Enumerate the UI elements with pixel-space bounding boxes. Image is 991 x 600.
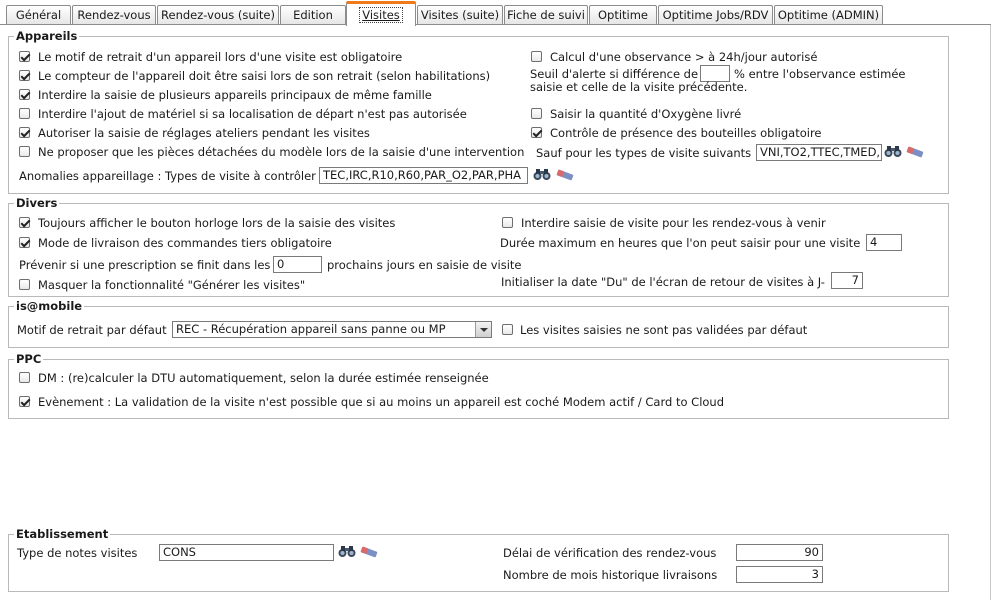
bouteilles-checkbox[interactable] (531, 127, 542, 138)
anomalies-label: Anomalies appareillage : Types de visite à contrôler (19, 169, 316, 183)
seuil-label-line2: saisie et celle de la visite précédente. (530, 80, 748, 94)
non-validees-label: Les visites saisies ne sont pas validées par défaut (520, 323, 808, 337)
ppc-group (8, 352, 949, 419)
eraser-icon[interactable] (360, 546, 378, 561)
plusieurs-appareils-label: Interdire la saisie de plusieurs appareils principaux de même famille (38, 88, 432, 102)
tab-optitime-admin[interactable]: Optitime (ADMIN) (774, 5, 883, 24)
reglages-ateliers-checkbox[interactable] (19, 127, 30, 138)
horloge-label: Toujours afficher le bouton horloge lors de la saisie des visites (38, 216, 396, 230)
reglages-ateliers-label: Autoriser la saisie de réglages ateliers pendant les visites (38, 126, 370, 140)
ajout-materiel-checkbox[interactable] (19, 108, 30, 119)
motif-defaut-select[interactable] (172, 321, 492, 338)
non-validees-checkbox[interactable] (502, 324, 513, 335)
divers-title: Divers (16, 196, 58, 210)
prevenir-label: Prévenir si une prescription se finit dans les (19, 258, 271, 272)
pieces-detachees-label: Ne proposer que les pièces détachées du modèle lors de la saisie d'une intervention (38, 145, 525, 159)
livraison-checkbox[interactable] (19, 237, 30, 248)
etablissement-group (8, 527, 949, 592)
historique-livraisons-label: Nombre de mois historique livraisons (503, 568, 718, 582)
duree-label: Durée maximum en heures que l'on peut saisir pour une visite (500, 236, 861, 250)
interdire-rdv-label: Interdire saisie de visite pour les rendez-vous à venir (521, 216, 826, 230)
calcul-observance-checkbox[interactable] (531, 51, 542, 62)
sauf-types-label: Sauf pour les types de visite suivants (536, 146, 752, 160)
evenement-checkbox[interactable] (19, 396, 30, 407)
tab-optitime-jobs-rdv[interactable]: Optitime Jobs/RDV (658, 5, 773, 24)
interdire-rdv-checkbox[interactable] (502, 217, 513, 228)
evenement-label: Evènement : La validation de la visite n'est possible que si au moins un appareil est coché Modem actif / Card to Cloud (38, 395, 725, 409)
dm-dtu-checkbox[interactable] (19, 372, 30, 383)
tab-bar (0, 0, 991, 25)
tab-rendez-vous[interactable]: Rendez-vous (72, 5, 156, 24)
plusieurs-appareils-checkbox[interactable] (19, 89, 30, 100)
eraser-icon[interactable] (906, 146, 924, 161)
duree-input[interactable]: 4 (866, 234, 902, 251)
motif-defaut-value: REC - Récupération appareil sans panne ou MP (176, 322, 446, 336)
compteur-checkbox[interactable] (19, 70, 30, 81)
compteur-label: Le compteur de l'appareil doit être saisi lors de son retrait (selon habilitations) (38, 69, 491, 83)
delai-verification-label: Délai de vérification des rendez-vous (503, 546, 717, 560)
prevenir-input[interactable]: 0 (273, 256, 322, 273)
seuil-label: Seuil d'alerte si différence de (530, 67, 699, 81)
notes-visites-label: Type de notes visites (17, 546, 138, 560)
init-input[interactable]: 7 (831, 272, 863, 289)
appareils-title: Appareils (16, 29, 78, 43)
motif-retrait-checkbox[interactable] (19, 51, 30, 62)
tab-visites[interactable]: Visites (346, 1, 416, 26)
sauf-types-input[interactable]: VNI,TO2,TTEC,TMED, (756, 144, 882, 161)
tab-edition[interactable]: Edition (280, 5, 346, 24)
seuil-label-after: % entre l'observance estimée (734, 67, 906, 81)
notes-visites-input[interactable]: CONS (159, 544, 334, 561)
tab-general[interactable]: Général (6, 5, 71, 24)
binoculars-icon[interactable] (884, 144, 902, 161)
oxygene-label: Saisir la quantité d'Oxygène livré (550, 107, 742, 121)
pieces-detachees-checkbox[interactable] (19, 146, 30, 157)
dm-dtu-label: DM : (re)calculer la DTU automatiquement, selon la durée estimée renseignée (38, 371, 489, 385)
ajout-materiel-label: Interdire l'ajout de matériel si sa localisation de départ n'est pas autorisée (38, 107, 467, 121)
horloge-checkbox[interactable] (19, 217, 30, 228)
delai-verification-input[interactable]: 90 (736, 544, 823, 561)
etablissement-title: Etablissement (16, 527, 109, 541)
ppc-title: PPC (16, 352, 42, 366)
calcul-observance-label: Calcul d'une observance > à 24h/jour autorisé (550, 50, 818, 64)
tab-fiche-de-suivi[interactable]: Fiche de suivi (504, 5, 588, 24)
anomalies-input[interactable]: TEC,IRC,R10,R60,PAR_O2,PAR,PHA (319, 167, 528, 184)
tab-visites-suite[interactable]: Visites (suite) (417, 5, 503, 24)
init-label: Initialiser la date "Du" de l'écran de retour de visites à J- (501, 275, 825, 289)
motif-retrait-label: Le motif de retrait d'un appareil lors d'une visite est obligatoire (38, 50, 403, 64)
masquer-checkbox[interactable] (19, 279, 30, 290)
historique-livraisons-input[interactable]: 3 (736, 566, 823, 583)
livraison-label: Mode de livraison des commandes tiers obligatoire (38, 236, 332, 250)
bouteilles-label: Contrôle de présence des bouteilles obligatoire (550, 126, 822, 140)
tab-rendez-vous-suite[interactable]: Rendez-vous (suite) (157, 5, 279, 24)
prevenir-label-after: prochains jours en saisie de visite (327, 258, 522, 272)
chevron-down-icon[interactable] (475, 322, 491, 337)
motif-defaut-label: Motif de retrait par défaut (17, 323, 167, 337)
masquer-label: Masquer la fonctionnalité "Générer les visites" (38, 278, 306, 292)
binoculars-icon[interactable] (338, 544, 356, 561)
oxygene-checkbox[interactable] (531, 108, 542, 119)
eraser-icon[interactable] (556, 169, 574, 184)
binoculars-icon[interactable] (533, 167, 551, 184)
tab-optitime[interactable]: Optitime (589, 5, 657, 24)
mobile-title: is@mobile (16, 299, 83, 313)
